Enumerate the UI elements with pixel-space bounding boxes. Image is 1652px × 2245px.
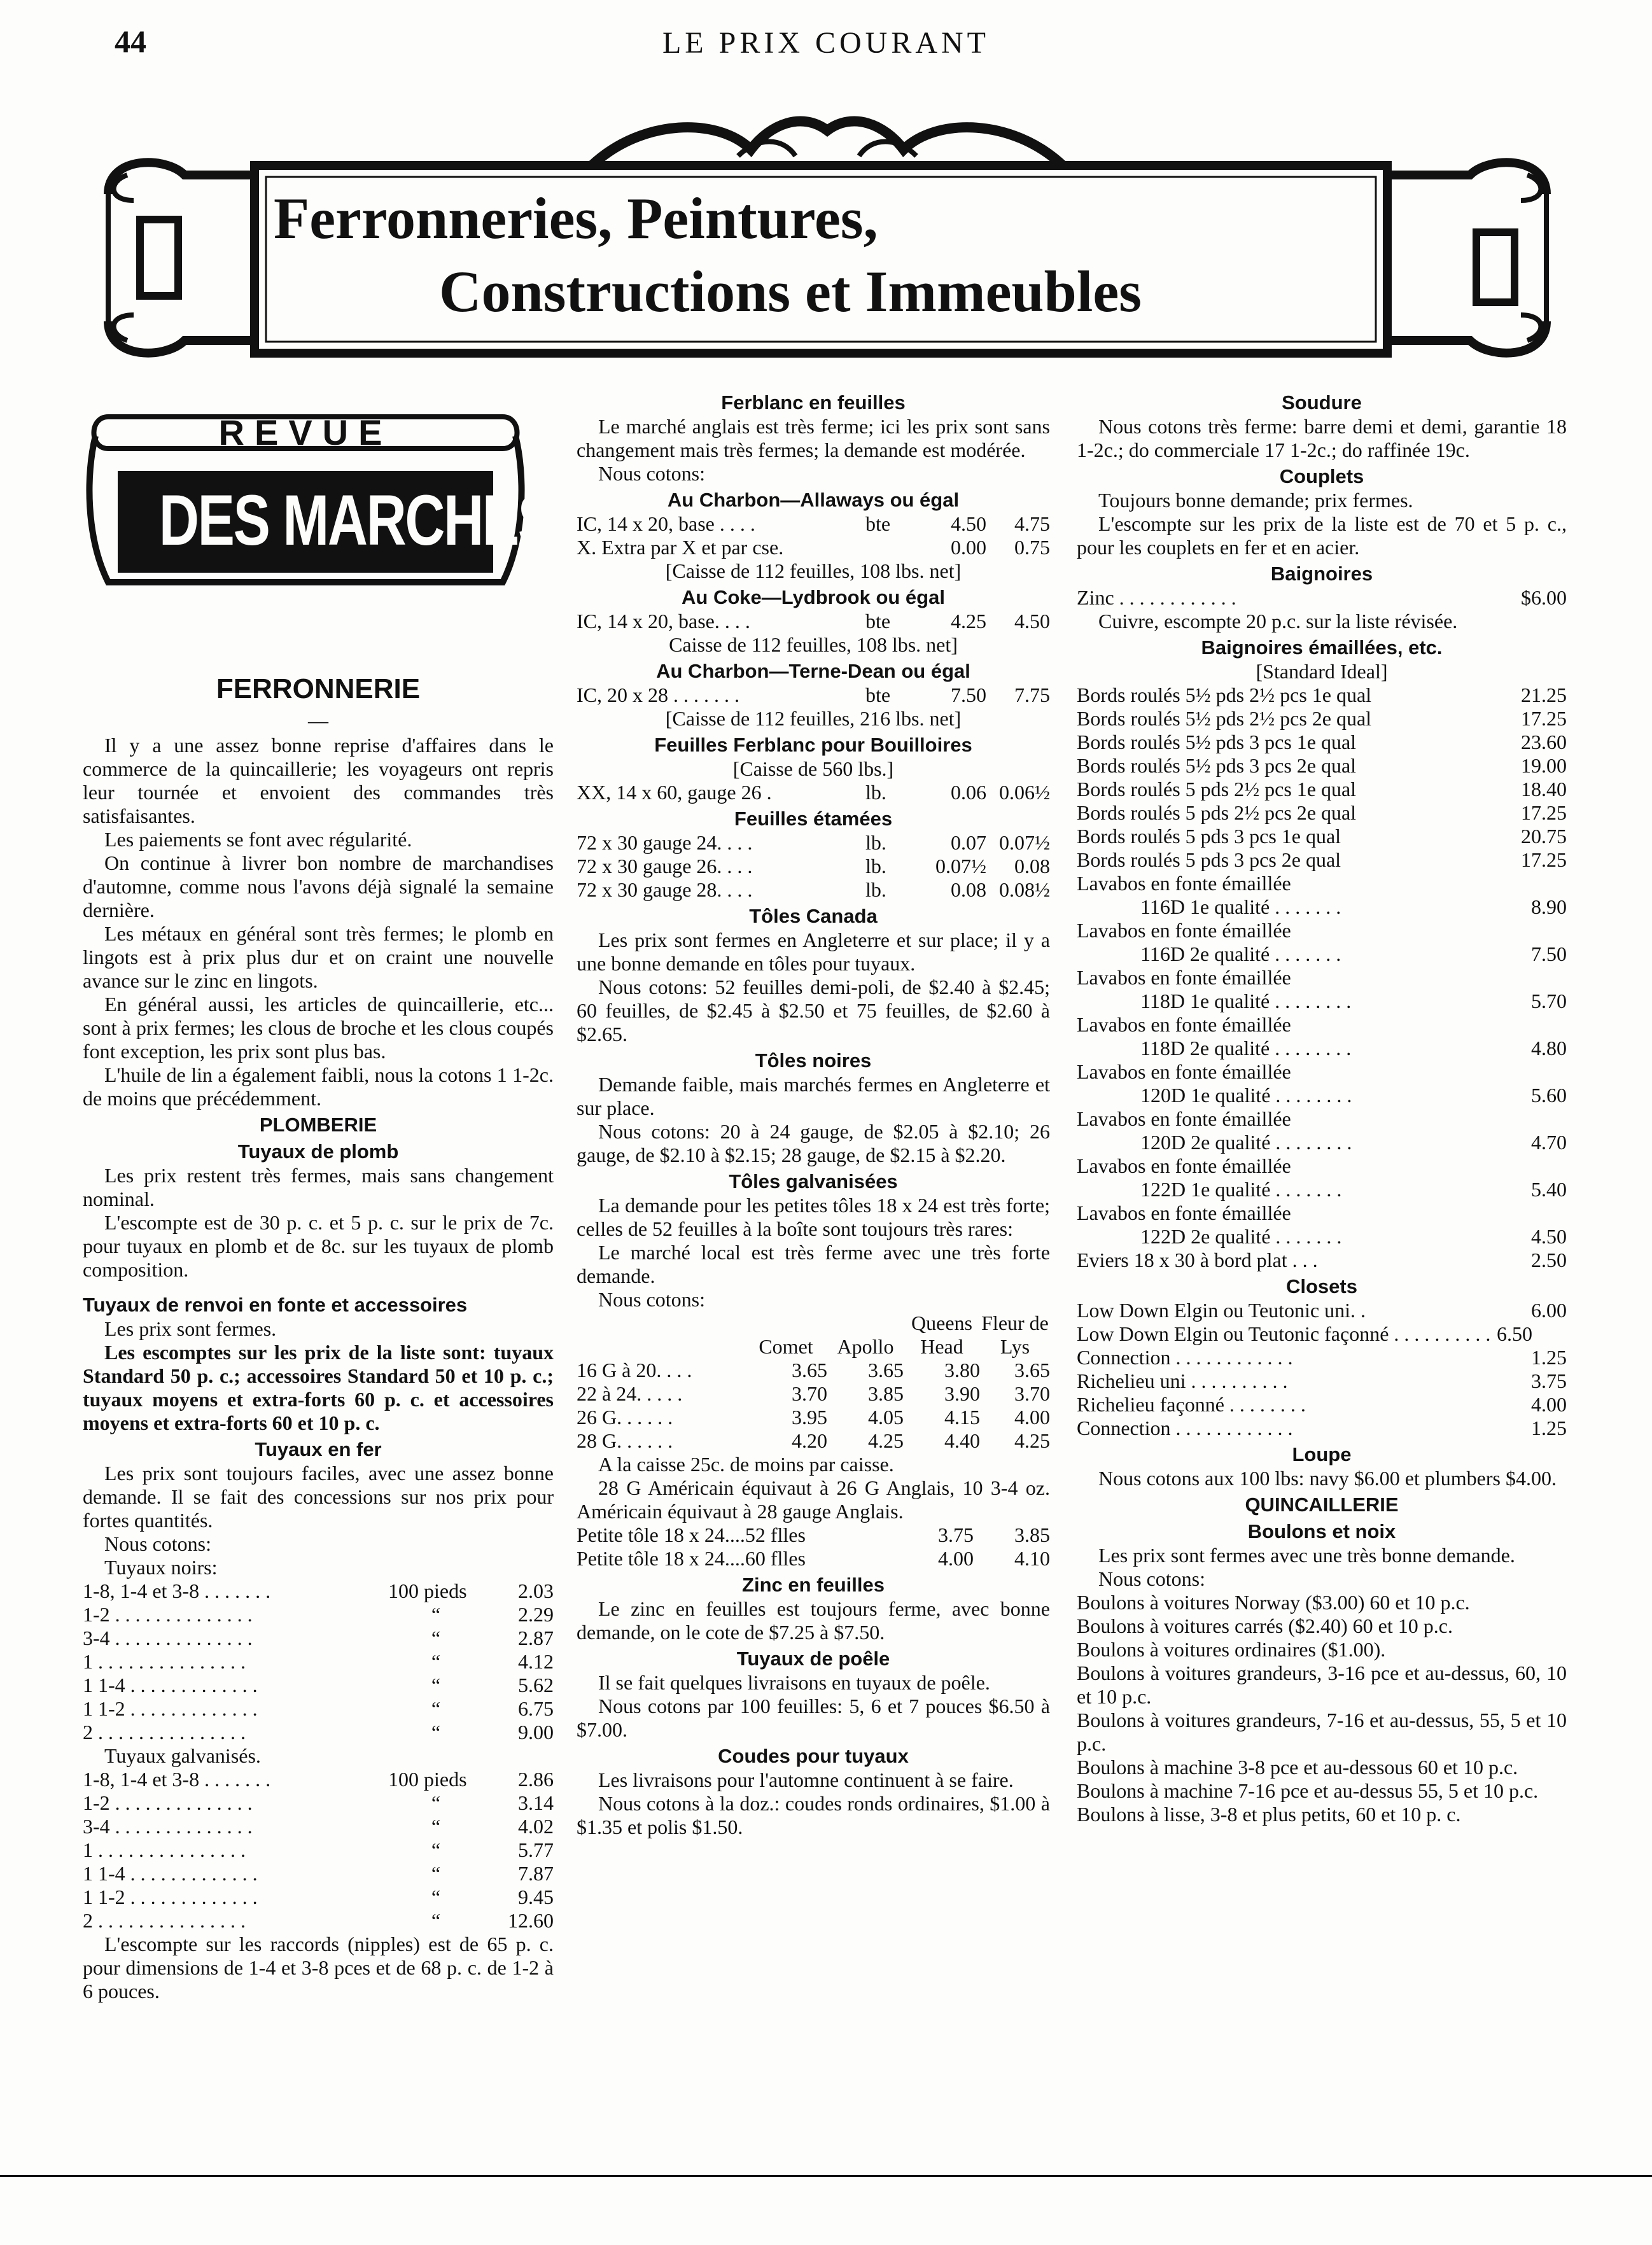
renvoi-title: Tuyaux de renvoi en fonte et accessoires (83, 1294, 468, 1316)
coudes-paragraph: Nous cotons à la doz.: coudes ronds ordinaires, $1.00 à $1.35 et polis $1.50. (577, 1792, 1050, 1838)
list-item: Boulons à voitures grandeurs, 3-16 pce et au-dessus, 60, 10 et 10 p.c. (1077, 1661, 1567, 1708)
caisse-note: Caisse de 112 feuilles, 108 lbs. net] (669, 633, 958, 656)
lavabos-table (1077, 872, 1567, 1248)
baignoires-title: Baignoires (1270, 563, 1373, 585)
price-row: 1-2 . . . . . . . . . . . . . . “ 2.29 (83, 1603, 554, 1626)
lydbrook-title: Au Coke—Lydbrook ou égal (682, 586, 945, 608)
price-row: Bords roulés 5½ pds 3 pcs 1e qual 23.60 (1077, 731, 1567, 753)
column-header: Apollo (837, 1335, 894, 1358)
poele-paragraph: Nous cotons par 100 feuilles: 5, 6 et 7 pouces $6.50 à $7.00. (577, 1695, 1050, 1741)
price-row: 1-8, 1-4 et 3-8 . . . . . . . 100 pieds 2.86 (83, 1768, 554, 1791)
column-left (83, 665, 554, 2003)
cuivre-paragraph: Cuivre, escompte 20 p.c. sur la liste révisée. (1098, 610, 1458, 633)
price-row: IC, 20 x 28 . . . . . . . bte 7.50 7.75 (577, 683, 1050, 706)
column-middle (577, 388, 1050, 1839)
loupe-title: Loupe (1292, 1443, 1352, 1465)
tuyaux-noirs-table (83, 1579, 554, 1744)
price-row: 118D 2e qualité . . . . . . . . 4.80 (1140, 1037, 1567, 1060)
price-row: 1 1-4 . . . . . . . . . . . . . “ 5.62 (83, 1674, 554, 1696)
standard-ideal-note: [Standard Ideal] (1256, 660, 1388, 683)
dash-divider: — (308, 709, 328, 732)
caisse-note: [Caisse de 112 feuilles, 108 lbs. net] (665, 559, 962, 582)
lavabo-label: Lavabos en fonte émaillée (1077, 1154, 1291, 1177)
price-row: XX, 14 x 60, gauge 26 . lb. 0.06 0.06½ (577, 781, 1050, 804)
zinc-paragraph: Le zinc en feuilles est toujours ferme, avec bonne demande, on le cote de $7.25 à $7.50. (577, 1597, 1050, 1644)
ferronnerie-title: FERRONNERIE (216, 673, 421, 704)
renvoi-paragraph: Les prix sont fermes. (104, 1317, 277, 1340)
price-row: 1 1-4 . . . . . . . . . . . . . “ 7.87 (83, 1862, 554, 1885)
price-row: 122D 1e qualité . . . . . . . 5.40 (1140, 1178, 1567, 1201)
price-row: X. Extra par X et par cse. 0.00 0.75 (577, 536, 1050, 559)
soudure-paragraph: Nous cotons très ferme: barre demi et demi, garantie 18 1-2c.; do commerciale 17 1-2c.; do raffinée 19c. (1077, 415, 1567, 461)
nous-cotons-label: Nous cotons: (598, 462, 705, 485)
price-row: 120D 1e qualité . . . . . . . . 5.60 (1140, 1084, 1567, 1107)
list-item: Boulons à voitures grandeurs, 7-16 et au-dessus, 55, 5 et 10 p.c. (1077, 1709, 1567, 1755)
lavabo-label: Lavabos en fonte émaillée (1077, 1107, 1291, 1130)
toles-noires-title: Tôles noires (755, 1049, 872, 1072)
list-item: Boulons à voitures Norway ($3.00) 60 et 10 p.c. (1077, 1591, 1470, 1614)
galv-paragraph: La demande pour les petites tôles 18 x 24 est très forte; celles de 52 feuilles à la boîte sont toujours très rares: (577, 1194, 1050, 1240)
banner-title-line1: Ferronneries, Peintures, (274, 186, 878, 251)
price-row: Connection . . . . . . . . . . . . 1.25 (1077, 1346, 1567, 1369)
table-row: 28 G. . . . . . 4.20 4.25 4.40 4.25 (577, 1429, 1050, 1452)
price-row: Connection . . . . . . . . . . . . 1.25 (1077, 1416, 1567, 1439)
closets-table (1077, 1299, 1567, 1440)
lavabo-label: Lavabos en fonte émaillée (1077, 1060, 1291, 1083)
price-row: Bords roulés 5 pds 3 pcs 1e qual 20.75 (1077, 825, 1567, 848)
canada-paragraph: Nous cotons: 52 feuilles demi-poli, de $2.40 à $2.45; 60 feuilles, de $2.45 à $2.50 et 75 feuilles, de $2.60 à $2.65. (577, 976, 1050, 1046)
noires-paragraph: Nous cotons: 20 à 24 gauge, de $2.05 à $2.10; 26 gauge, de $2.10 à $2.15; 28 gauge, de $2.15 à $2.20. (577, 1120, 1050, 1166)
tuyaux-fer-title: Tuyaux en fer (255, 1438, 382, 1460)
nous-cotons-label: Nous cotons: (1098, 1567, 1205, 1590)
running-head: LE PRIX COURANT (662, 26, 990, 60)
ferblanc-title: Ferblanc en feuilles (721, 391, 906, 414)
column-right (1077, 388, 1567, 1826)
table-row: 22 à 24. . . . . 3.70 3.85 3.90 3.70 (577, 1382, 1050, 1405)
page-number: 44 (115, 24, 146, 59)
price-row: Bords roulés 5 pds 3 pcs 2e qual 17.25 (1077, 848, 1567, 871)
terne-dean-title: Au Charbon—Terne-Dean ou égal (656, 660, 970, 682)
lavabo-label: Lavabos en fonte émaillée (1077, 1201, 1291, 1224)
boulons-paragraph: Les prix sont fermes avec une très bonne demande. (1098, 1544, 1515, 1567)
price-row: Bords roulés 5½ pds 3 pcs 2e qual 19.00 (1077, 754, 1567, 777)
price-row: 1 1-2 . . . . . . . . . . . . . “ 6.75 (83, 1697, 554, 1720)
etamees-title: Feuilles étamées (734, 808, 893, 830)
galv-paragraph: A la caisse 25c. de moins par caisse. (598, 1453, 894, 1476)
column-header: Queens Head (911, 1311, 972, 1358)
price-row: 120D 2e qualité . . . . . . . . 4.70 (1140, 1131, 1567, 1154)
price-row: Bords roulés 5 pds 2½ pcs 2e qual 17.25 (1077, 801, 1567, 824)
fer-paragraph: Les prix sont toujours faciles, avec une assez bonne demande. Il se fait des concessions sur nos prix pour fortes quantités. (83, 1462, 554, 1532)
price-row: 72 x 30 gauge 26. . . . lb. 0.07½ 0.08 (577, 855, 1050, 878)
galv-paragraph: Le marché local est très ferme avec une très forte demande. (577, 1241, 1050, 1287)
tuyaux-galvanises-label: Tuyaux galvanisés. (104, 1744, 261, 1767)
galv-paragraph: 28 G Américain équivaut à 26 G Anglais, 10 3-4 oz. Américain équivaut à 28 gauge Anglais. (577, 1476, 1050, 1523)
price-row: Eviers 18 x 30 à bord plat . . . 2.50 (1077, 1248, 1567, 1271)
loupe-paragraph: Nous cotons aux 100 lbs: navy $6.00 et plumbers $4.00. (1098, 1467, 1557, 1490)
plomberie-title: PLOMBERIE (259, 1114, 377, 1136)
tuyaux-poele-title: Tuyaux de poêle (736, 1647, 890, 1670)
tuyaux-galvanises-table (83, 1768, 554, 1933)
lavabo-label: Lavabos en fonte émaillée (1077, 919, 1291, 942)
logo-top-text: REVUE (218, 412, 393, 452)
price-row: 3-4 . . . . . . . . . . . . . . “ 2.87 (83, 1626, 554, 1649)
nous-cotons-label: Nous cotons: (104, 1532, 211, 1555)
price-row: 72 x 30 gauge 24. . . . lb. 0.07 0.07½ (577, 831, 1050, 854)
banner-title-line2: Constructions et Immeubles (439, 259, 1142, 324)
coudes-title: Coudes pour tuyaux (718, 1745, 909, 1767)
list-item: Boulons à lisse, 3-8 et plus petits, 60 et 10 p. c. (1077, 1803, 1461, 1826)
zinc-feuilles-title: Zinc en feuilles (742, 1574, 885, 1596)
price-row: 3-4 . . . . . . . . . . . . . . “ 4.02 (83, 1815, 554, 1838)
price-row: 122D 2e qualité . . . . . . . 4.50 (1140, 1225, 1567, 1248)
ferronnerie-paragraph: Il y a une assez bonne reprise d'affaires dans le commerce de la quincaillerie; les voyageurs ont repris leur tournée et envoient des commandes très satisfaisantes. (83, 734, 554, 827)
price-row: 116D 1e qualité . . . . . . . 8.90 (1140, 895, 1567, 918)
closets-title: Closets (1286, 1275, 1357, 1297)
price-row: Richelieu façonné . . . . . . . . 4.00 (1077, 1393, 1567, 1416)
list-item: Boulons à machine 7-16 pce et au-dessus 55, 5 et 10 p.c. (1077, 1779, 1539, 1802)
price-row: IC, 14 x 20, base . . . . bte 4.50 4.75 (577, 512, 1050, 535)
price-row: 1 . . . . . . . . . . . . . . . “ 5.77 (83, 1838, 554, 1861)
boulons-title: Boulons et noix (1247, 1520, 1396, 1542)
caisse-note: [Caisse de 560 lbs.] (732, 757, 894, 780)
lavabo-label: Lavabos en fonte émaillée (1077, 966, 1291, 989)
price-row: Low Down Elgin ou Teutonic uni. . 6.00 (1077, 1299, 1567, 1322)
boulons-list (1077, 1591, 1567, 1826)
price-row: 72 x 30 gauge 28. . . . lb. 0.08 0.08½ (577, 878, 1050, 901)
tuyaux-noirs-label: Tuyaux noirs: (104, 1556, 218, 1579)
soudure-title: Soudure (1282, 391, 1362, 414)
ferronnerie-paragraph: L'huile de lin a également faibli, nous la cotons 1 1-2c. de moins que précédemment. (83, 1063, 554, 1110)
table-row: 16 G à 20. . . . 3.65 3.65 3.80 3.65 (577, 1359, 1050, 1381)
couplets-paragraph: Toujours bonne demande; prix fermes. (1098, 489, 1413, 512)
nous-cotons-label: Nous cotons: (598, 1288, 705, 1311)
revue-des-marches-logo (83, 398, 554, 601)
renvoi-paragraph: Les escomptes sur les prix de la liste sont: tuyaux Standard 50 p. c.; accessoires Standard 50 et 10 p. c.; tuyaux moyens et extra-forts 60 p. c. et accessoires moyens et extra-forts 60 et 10 p. c. (83, 1341, 554, 1434)
bottom-rule (0, 2175, 1652, 2177)
list-item: Boulons à voitures ordinaires ($1.00). (1077, 1638, 1386, 1661)
bouilloires-title: Feuilles Ferblanc pour Bouilloires (654, 734, 972, 756)
poele-paragraph: Il se fait quelques livraisons en tuyaux de poêle. (598, 1671, 990, 1694)
plomb-paragraph: L'escompte est de 30 p. c. et 5 p. c. sur le prix de 7c. pour tuyaux en plomb et de 8c. sur les tuyaux de plomb composition. (83, 1211, 554, 1281)
price-row: Low Down Elgin ou Teutonic façonné . . . . . . . . . . 6.50 (1077, 1322, 1532, 1345)
tuyaux-plomb-title: Tuyaux de plomb (237, 1140, 399, 1163)
allaways-title: Au Charbon—Allaways ou égal (667, 489, 960, 511)
price-row: Bords roulés 5½ pds 2½ pcs 1e qual 21.25 (1077, 683, 1567, 706)
ferronnerie-paragraph: On continue à livrer bon nombre de marchandises d'automne, comme nous l'avons déjà signalé la semaine dernière. (83, 851, 554, 921)
logo-bottom-text: DES MARCHÉS (158, 480, 554, 560)
list-item: Boulons à machine 3-8 pce et au-dessous 60 et 10 p.c. (1077, 1756, 1518, 1779)
column-header: Fleur de Lys (981, 1311, 1049, 1358)
ferronnerie-paragraph: Les métaux en général sont très fermes; le plomb en lingots est à prix plus dur et on craint une nouvelle avance sur le zinc en lingots. (83, 922, 554, 992)
toles-galvanisees-title: Tôles galvanisées (729, 1170, 898, 1192)
price-row: 1 . . . . . . . . . . . . . . . “ 4.12 (83, 1650, 554, 1673)
list-item: Boulons à voitures carrés ($2.40) 60 et 10 p.c. (1077, 1614, 1453, 1637)
price-row: Richelieu uni . . . . . . . . . . 3.75 (1077, 1369, 1567, 1392)
price-row: 1-8, 1-4 et 3-8 . . . . . . . 100 pieds 2.03 (83, 1579, 554, 1602)
price-row: 2 . . . . . . . . . . . . . . . “ 12.60 (83, 1909, 554, 1932)
caisse-note: [Caisse de 112 feuilles, 216 lbs. net] (665, 707, 962, 730)
ferronnerie-paragraph: Les paiements se font avec régularité. (104, 828, 412, 851)
noires-paragraph: Demande faible, mais marchés fermes en Angleterre et sur place. (577, 1073, 1050, 1119)
price-row: Bords roulés 5 pds 2½ pcs 1e qual 18.40 (1077, 778, 1567, 801)
quincaillerie-title: QUINCAILLERIE (1245, 1493, 1399, 1516)
couplets-title: Couplets (1279, 465, 1364, 487)
lavabo-label: Lavabos en fonte émaillée (1077, 1013, 1291, 1036)
plomb-paragraph: Les prix restent très fermes, mais sans changement nominal. (83, 1164, 554, 1210)
price-row: Zinc . . . . . . . . . . . . $6.00 (1077, 586, 1567, 609)
price-row: 2 . . . . . . . . . . . . . . . “ 9.00 (83, 1721, 554, 1744)
price-row: Petite tôle 18 x 24....60 flles 4.00 4.10 (577, 1547, 1050, 1570)
price-row: 118D 1e qualité . . . . . . . . 5.70 (1140, 990, 1567, 1012)
coudes-paragraph: Les livraisons pour l'automne continuent à se faire. (598, 1768, 1014, 1791)
price-row: 1 1-2 . . . . . . . . . . . . . “ 9.45 (83, 1885, 554, 1908)
price-row: Bords roulés 5½ pds 2½ pcs 2e qual 17.25 (1077, 707, 1567, 730)
galv-table (577, 1311, 1050, 1453)
couplets-paragraph: L'escompte sur les prix de la liste est de 70 et 5 p. c., pour les couplets en fer et en acier. (1077, 512, 1567, 559)
toles-canada-title: Tôles Canada (749, 905, 878, 927)
ferronnerie-paragraph: En général aussi, les articles de quincaillerie, etc... sont à prix fermes; les clous de broche et les clous coupés font exception, les prix sont plus bas. (83, 993, 554, 1063)
emaillees-title: Baignoires émaillées, etc. (1201, 636, 1443, 659)
table-header-row (577, 1311, 1050, 1359)
price-row: 1-2 . . . . . . . . . . . . . . “ 3.14 (83, 1791, 554, 1814)
lavabo-label: Lavabos en fonte émaillée (1077, 872, 1291, 895)
raccords-paragraph: L'escompte sur les raccords (nipples) est de 65 p. c. pour dimensions de 1-4 et 3-8 pces et de 68 p. c. de 1-2 à 6 pouces. (83, 1933, 554, 2003)
price-row: 116D 2e qualité . . . . . . . 7.50 (1140, 942, 1567, 965)
ferblanc-paragraph: Le marché anglais est très ferme; ici les prix sont sans changement mais très fermes; la demande est modérée. (577, 415, 1050, 461)
bords-table (1077, 683, 1567, 872)
canada-paragraph: Les prix sont fermes en Angleterre et sur place; il y a une bonne demande en tôles pour tuyaux. (577, 928, 1050, 975)
price-row: IC, 14 x 20, base. . . . bte 4.25 4.50 (577, 610, 1050, 633)
price-row: Petite tôle 18 x 24....52 flles 3.75 3.85 (577, 1523, 1050, 1546)
column-header: Comet (759, 1335, 813, 1358)
table-row: 26 G. . . . . . 3.95 4.05 4.15 4.00 (577, 1406, 1050, 1429)
